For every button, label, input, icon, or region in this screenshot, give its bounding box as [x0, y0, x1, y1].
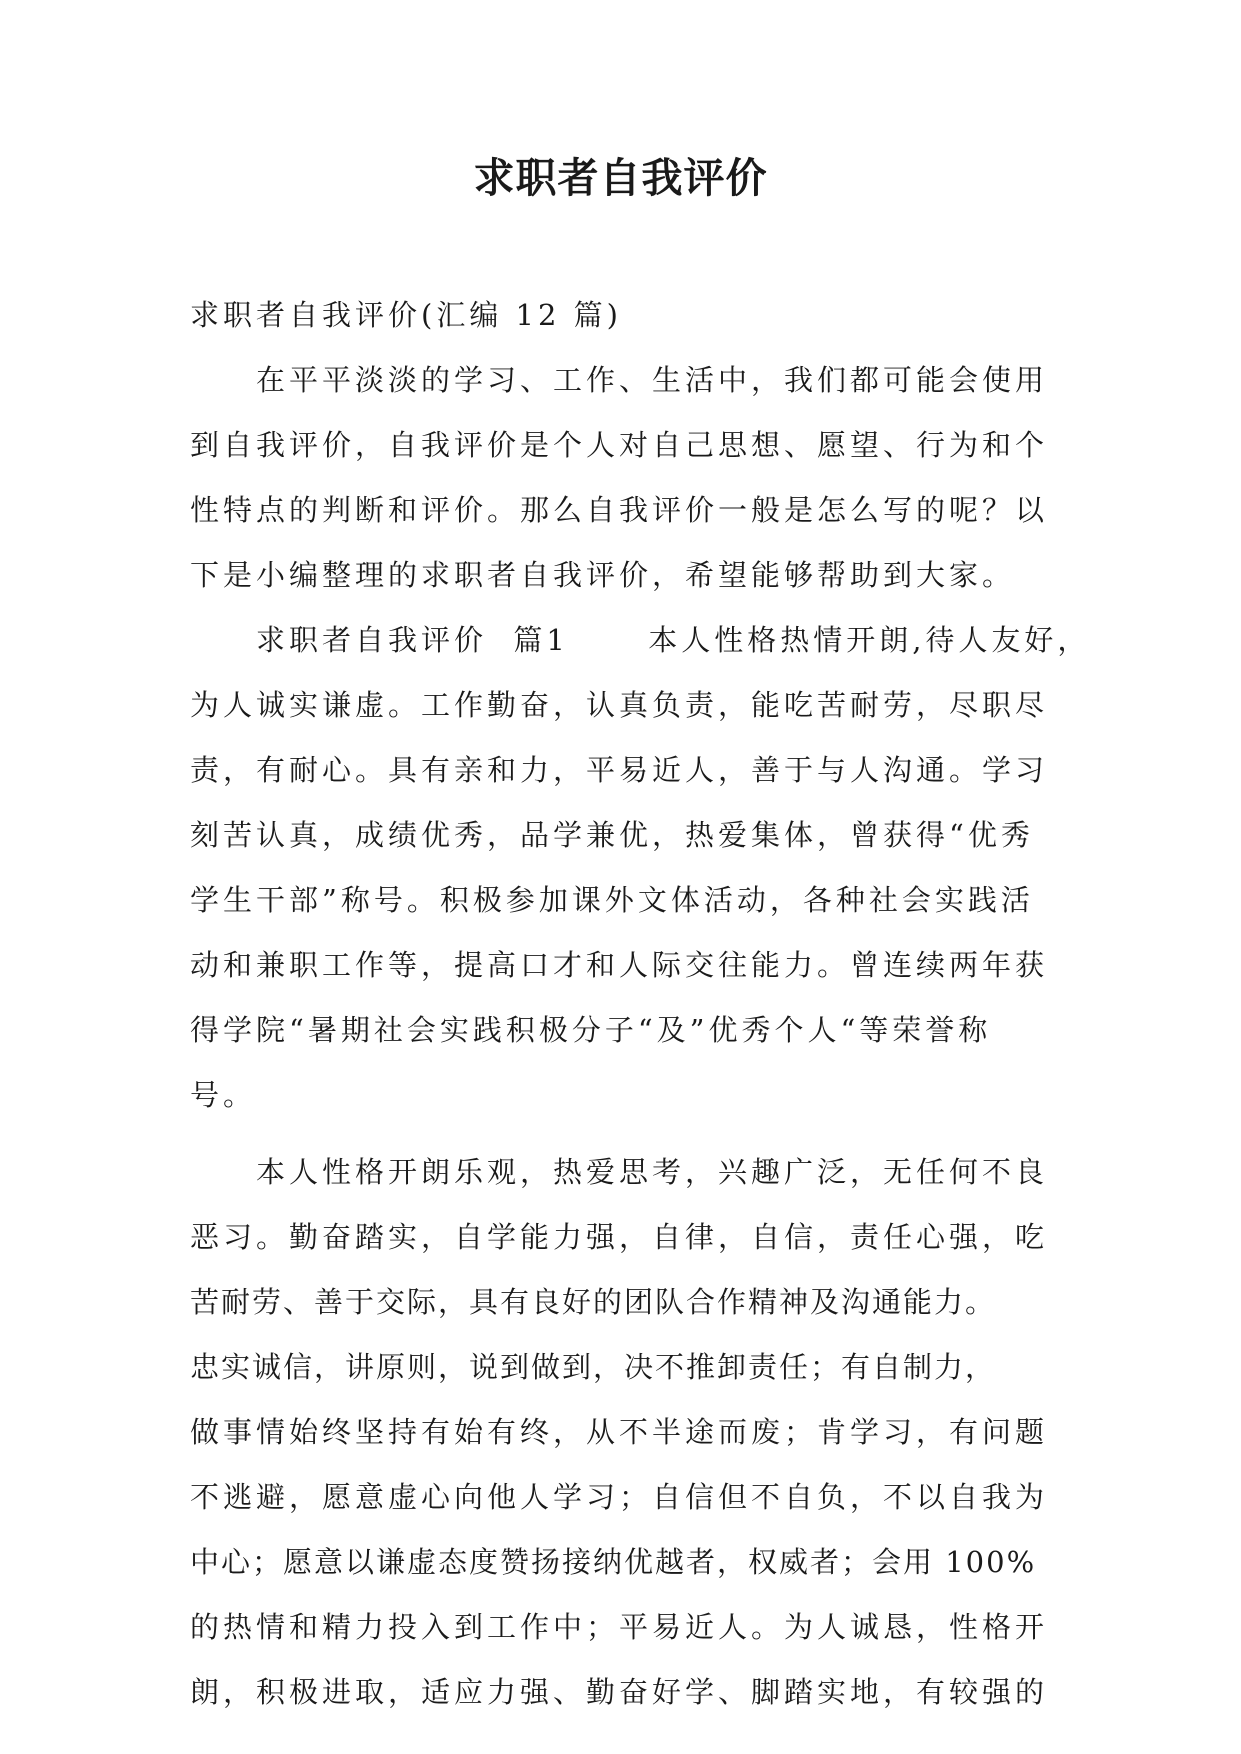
section-1-line-2: 为人诚实谦虚。工作勤奋，认真负责，能吃苦耐劳，尽职尽	[190, 688, 1049, 722]
section-1-line-7: 得学院“暑期社会实践积极分子“及”优秀个人“等荣誉称	[190, 1013, 992, 1047]
section-2-line-2: 恶习。勤奋踏实，自学能力强，自律，自信，责任心强，吃	[190, 1220, 1049, 1254]
section-1-line-4: 刻苦认真，成绩优秀，品学兼优，热爱集体，曾获得“优秀	[190, 818, 1034, 852]
document-title: 求职者自我评价	[473, 154, 768, 202]
section-1-line-8: 号。	[190, 1078, 257, 1112]
section-2-line-4: 忠实诚信，讲原则，说到做到，决不推卸责任；有自制力，	[190, 1350, 997, 1384]
paragraph-gap	[190, 1128, 1070, 1140]
intro-line-1: 在平平淡淡的学习、工作、生活中，我们都可能会使用	[256, 363, 1049, 397]
section-1-line-5: 学生干部”称号。积极参加课外文体活动，各种社会实践活	[190, 883, 1034, 917]
intro-line-2: 到自我评价，自我评价是个人对自己思想、愿望、行为和个	[190, 428, 1049, 462]
section-2-line-6: 不逃避，愿意虚心向他人学习；自信但不自负，不以自我为	[190, 1480, 1049, 1514]
section-2-line-9: 朗，积极进取，适应力强、勤奋好学、脚踏实地，有较强的	[190, 1675, 1049, 1709]
intro-line-4: 下是小编整理的求职者自我评价，希望能够帮助到大家。	[190, 558, 1016, 592]
document-subtitle: 求职者自我评价(汇编 12 篇)	[190, 298, 622, 332]
intro-line-3: 性特点的判断和评价。那么自我评价一般是怎么写的呢？以	[190, 493, 1049, 527]
document-body	[190, 283, 1091, 1725]
section-1-line-1: 求职者自我评价 篇1 本人性格热情开朗,待人友好，	[256, 623, 1091, 657]
section-2-line-3: 苦耐劳、善于交际，具有良好的团队合作精神及沟通能力。	[190, 1285, 997, 1319]
section-2-line-7: 中心；愿意以谦虚态度赞扬接纳优越者，权威者；会用 100%	[190, 1545, 1037, 1579]
section-2-line-5: 做事情始终坚持有始有终，从不半途而废；肯学习，有问题	[190, 1415, 1049, 1449]
section-2-line-1: 本人性格开朗乐观，热爱思考，兴趣广泛，无任何不良	[256, 1155, 1049, 1189]
section-2-line-8: 的热情和精力投入到工作中；平易近人。为人诚恳，性格开	[190, 1610, 1049, 1644]
section-1-line-6: 动和兼职工作等，提高口才和人际交往能力。曾连续两年获	[190, 948, 1049, 982]
section-1-line-3: 责，有耐心。具有亲和力，平易近人，善于与人沟通。学习	[190, 753, 1049, 787]
